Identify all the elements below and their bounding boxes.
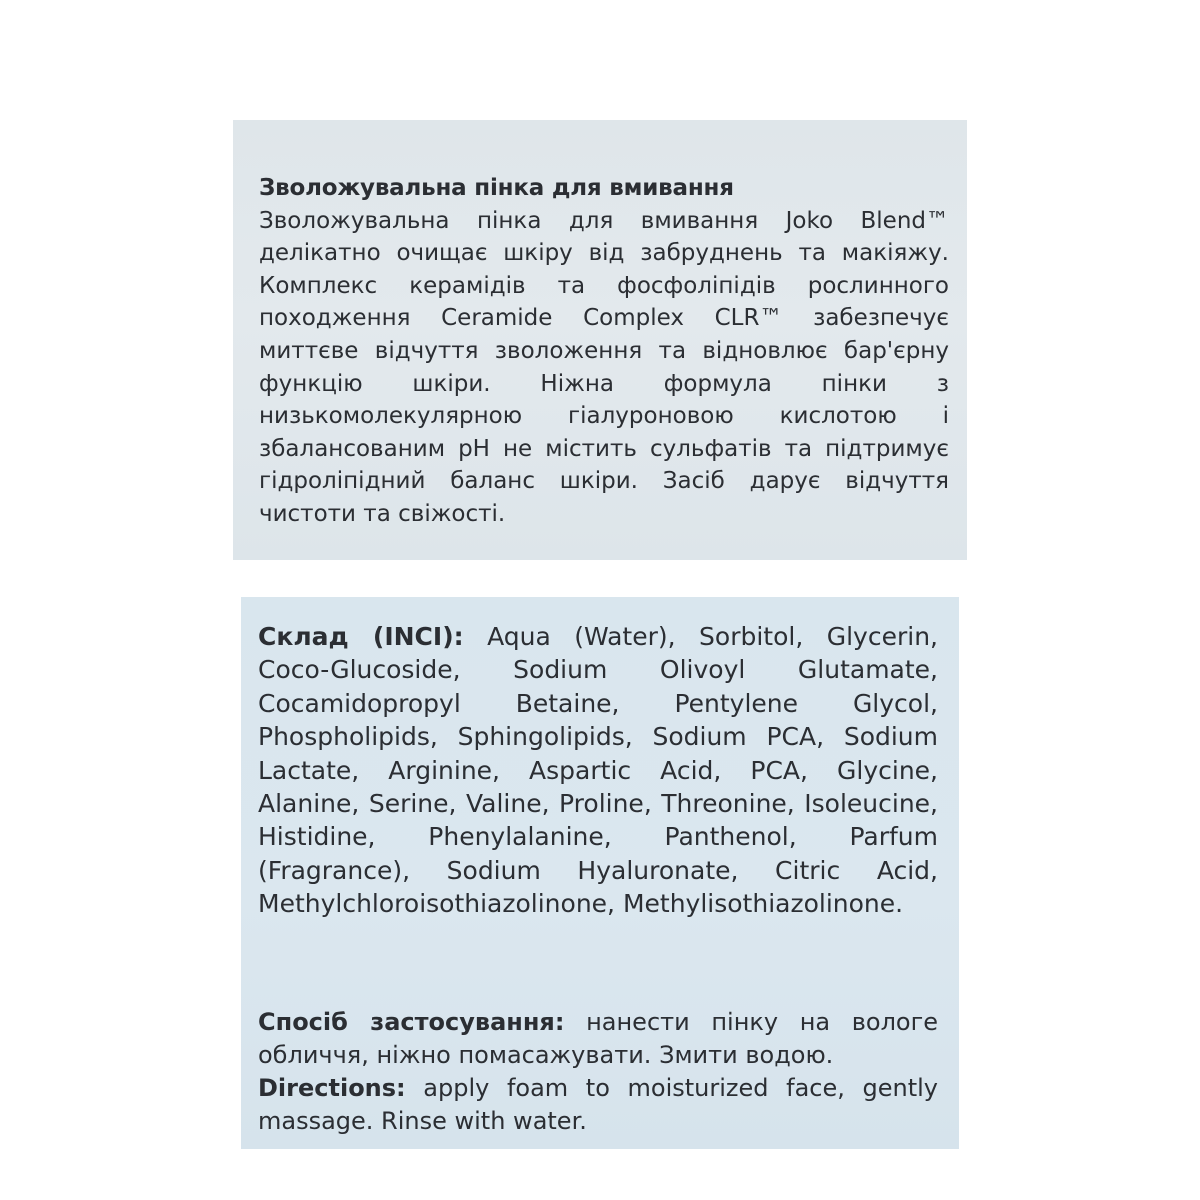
description-body: Зволожувальна пінка для вмивання Joko Blend™ делікатно очищає шкіру від забруднень та макіяжу. Комплекс керамідів та фосфоліпідів рослинного походження Ceramide Complex CLR™ забезпечує миттєве відчуття зволоження та відновлює бар'єрну функцію шкіри. Ніжна формула пінки з низькомолекулярною гіалуроновою кислотою і збалансованим pH не містить сульфатів та підтримує гідроліпідний баланс шкіри. Засіб дарує відчуття чистоти та свіжості. — [259, 207, 949, 527]
composition-panel — [241, 597, 959, 1149]
ingredients-list: Aqua (Water), Sorbitol, Glycerin, Coco-Glucoside, Sodium Olivoyl Glutamate, Cocamidopropyl Betaine, Pentylene Glycol, Phospholipids, Sphingolipids, Sodium PCA, Sodium Lactate, Arginine, Aspartic Acid, PCA, Glycine, Alanine, Serine, Valine, Proline, Threonine, Isoleucine, Histidine, Phenylalanine, Panthenol, Parfum (Fragrance), Sodium Hyaluronate, Citric Acid, Methylchloroisothiazolinone, Methylisothiazolinone. — [258, 622, 938, 919]
usage-ua — [258, 1006, 938, 1072]
ingredients-text — [258, 620, 938, 921]
ingredients-label: Склад (INCI): — [258, 622, 464, 651]
usage-text — [258, 1006, 938, 1138]
description-title: Зволожувальна пінка для вмивання — [259, 175, 734, 201]
usage-en — [258, 1072, 938, 1138]
description-text — [259, 172, 949, 531]
usage-en-text: apply foam to moisturized face, gently massage. Rinse with water. — [258, 1074, 938, 1135]
usage-ua-text: нанести пінку на вологе обличчя, ніжно помасажувати. Змити водою. — [258, 1008, 938, 1069]
usage-ua-label: Спосіб застосування: — [258, 1008, 565, 1036]
description-panel — [233, 120, 967, 560]
usage-en-label: Directions: — [258, 1074, 406, 1102]
